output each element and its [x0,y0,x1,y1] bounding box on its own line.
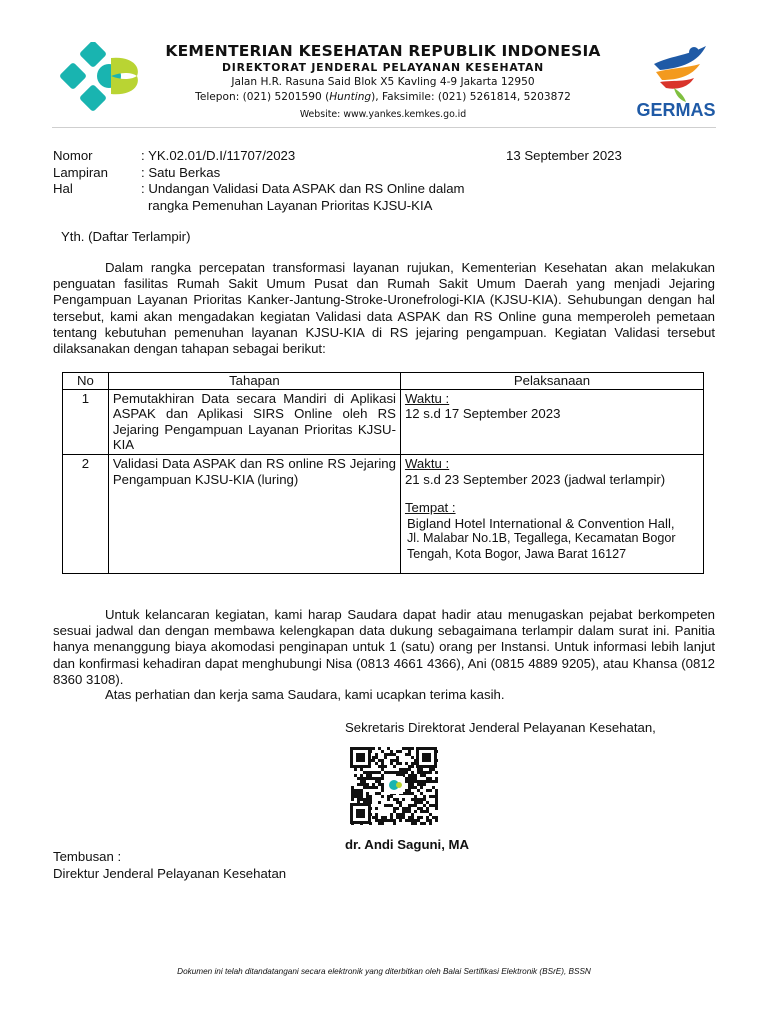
col-no: No [63,373,109,390]
directorate-name: DIREKTORAT JENDERAL PELAYANAN KESEHATAN [222,61,544,74]
nomor-value: : YK.02.01/D.I/11707/2023 [141,148,296,163]
ministry-phone: Telepon: (021) 5201590 (Hunting), Faksimile: (021) 5261814, 5203872 [195,91,571,103]
waktu-label: Waktu : [404,390,450,406]
letter-date: 13 September 2023 [506,148,622,163]
ministry-website: Website: www.yankes.kemkes.go.id [299,109,467,120]
kemenkes-logo-icon [53,42,143,116]
ministry-name: KEMENTERIAN KESEHATAN REPUBLIK INDONESIA [165,42,601,60]
lampiran-label: Lampiran [53,164,108,180]
tembusan [53,849,286,882]
hal-label: Hal [53,181,73,196]
tembusan-recipient: Direktur Jenderal Pelayanan Kesehatan [53,865,287,881]
hal-value: : Undangan Validasi Data ASPAK dan RS Online dalam rangka Pemenuhan Layanan Prioritas KJSU-KIA [141,181,465,213]
col-tahapan: Tahapan [108,373,400,390]
signatory-title: Sekretaris Direktorat Jenderal Pelayanan Kesehatan, [345,720,656,735]
salutation: Yth. (Daftar Terlampir) [61,229,191,244]
waktu-value: 12 s.d 17 September 2023 [404,406,561,422]
header-divider [52,127,716,128]
paragraph-thanks: Atas perhatian dan kerja sama Saudara, kami ucapkan terima kasih. [105,687,505,702]
tempat-address: Jl. Malabar No.1B, Tegallega, Kecamatan Bogor Tengah, Kota Bogor, Jawa Barat 16127 [406,531,676,561]
table-header-row [63,373,704,390]
waktu-label: Waktu : [404,455,450,471]
table-row: 2 Validasi Data ASPAK dan RS online RS Jejaring Pengampuan KJSU-KIA (luring) Waktu : 21 s.d 23 September 2023 (jadwal terlampir) Tempat : Bigland Hotel International & Convention Hall, Jl. Malabar No.1B, Tegallega, Kecamatan Bogor Tengah, Kota Bogor, Jawa Barat 16127 [63,454,704,573]
tempat-name: Bigland Hotel International & Convention Hall, [406,515,675,531]
tempat-label: Tempat : [404,500,456,516]
e-signature-footer: Dokumen ini telah ditandatangani secara elektronik yang diterbitkan oleh Balai Sertifikasi Elektronik (BSrE), BSSN [177,967,591,976]
nomor-label: Nomor [53,148,93,163]
qr-code-icon [350,747,438,825]
signatory-name: dr. Andi Saguni, MA [345,837,470,852]
col-pelaksanaan: Pelaksanaan [400,373,703,390]
letterhead [148,42,618,122]
paragraph-intro: Dalam rangka percepatan transformasi layanan rujukan, Kementerian Kesehatan akan melakukan penguatan fasilitas Rumah Sakit Umum Pusat dan Rumah Sakit Umum Daerah yang menjadi Jejaring Pengampuan Layanan Prioritas Kanker-Jantung-Stroke-Uronefrologi-KIA (KJSU-KIA). Sehubungan dengan hal tersebut, kami akan mengadakan kegiatan Validasi data ASPAK dan RS Online guna memperoleh pemetaan tentang kebutuhan pemenuhan layanan KJSU-KIA di RS jejaring pengampuan. Kegiatan Validasi tersebut dilaksanakan dengan tahapan sebagai berikut: [53,260,715,357]
tembusan-label: Tembusan : [53,849,122,864]
waktu-value: 21 s.d 23 September 2023 (jadwal terlampir) [404,471,666,487]
ministry-address: Jalan H.R. Rasuna Said Blok X5 Kavling 4-9 Jakarta 12950 [231,76,535,88]
table-row: 1 Pemutakhiran Data secara Mandiri di Aplikasi ASPAK dan Aplikasi SIRS Online oleh RS Jejaring Pengampuan Layanan Prioritas KJSU-KIA Waktu : 12 s.d 17 September 2023 [63,389,704,454]
germas-logo-icon [634,42,718,120]
paragraph-request: Untuk kelancaran kegiatan, kami harap Saudara dapat hadir atau menugaskan pejabat berkompeten sesuai jadwal dan dengan membawa kelengkapan data dukung sebagaimana terlampir dalam surat ini. Panitia hanya menanggung biaya akomodasi penginapan untuk 1 (satu) orang per Instansi. Untuk informasi lebih lanjut dan konfirmasi kehadiran dapat menghubungi Nisa (0813 4661 4366), Ani (0815 4889 9205), atau Khansa (0812 8360 3108). [53,607,715,687]
germas-logo [634,42,718,120]
svg-text:GERMAS: GERMAS [636,100,716,120]
lampiran-value: : Satu Berkas [141,164,221,180]
schedule-table [62,372,704,574]
